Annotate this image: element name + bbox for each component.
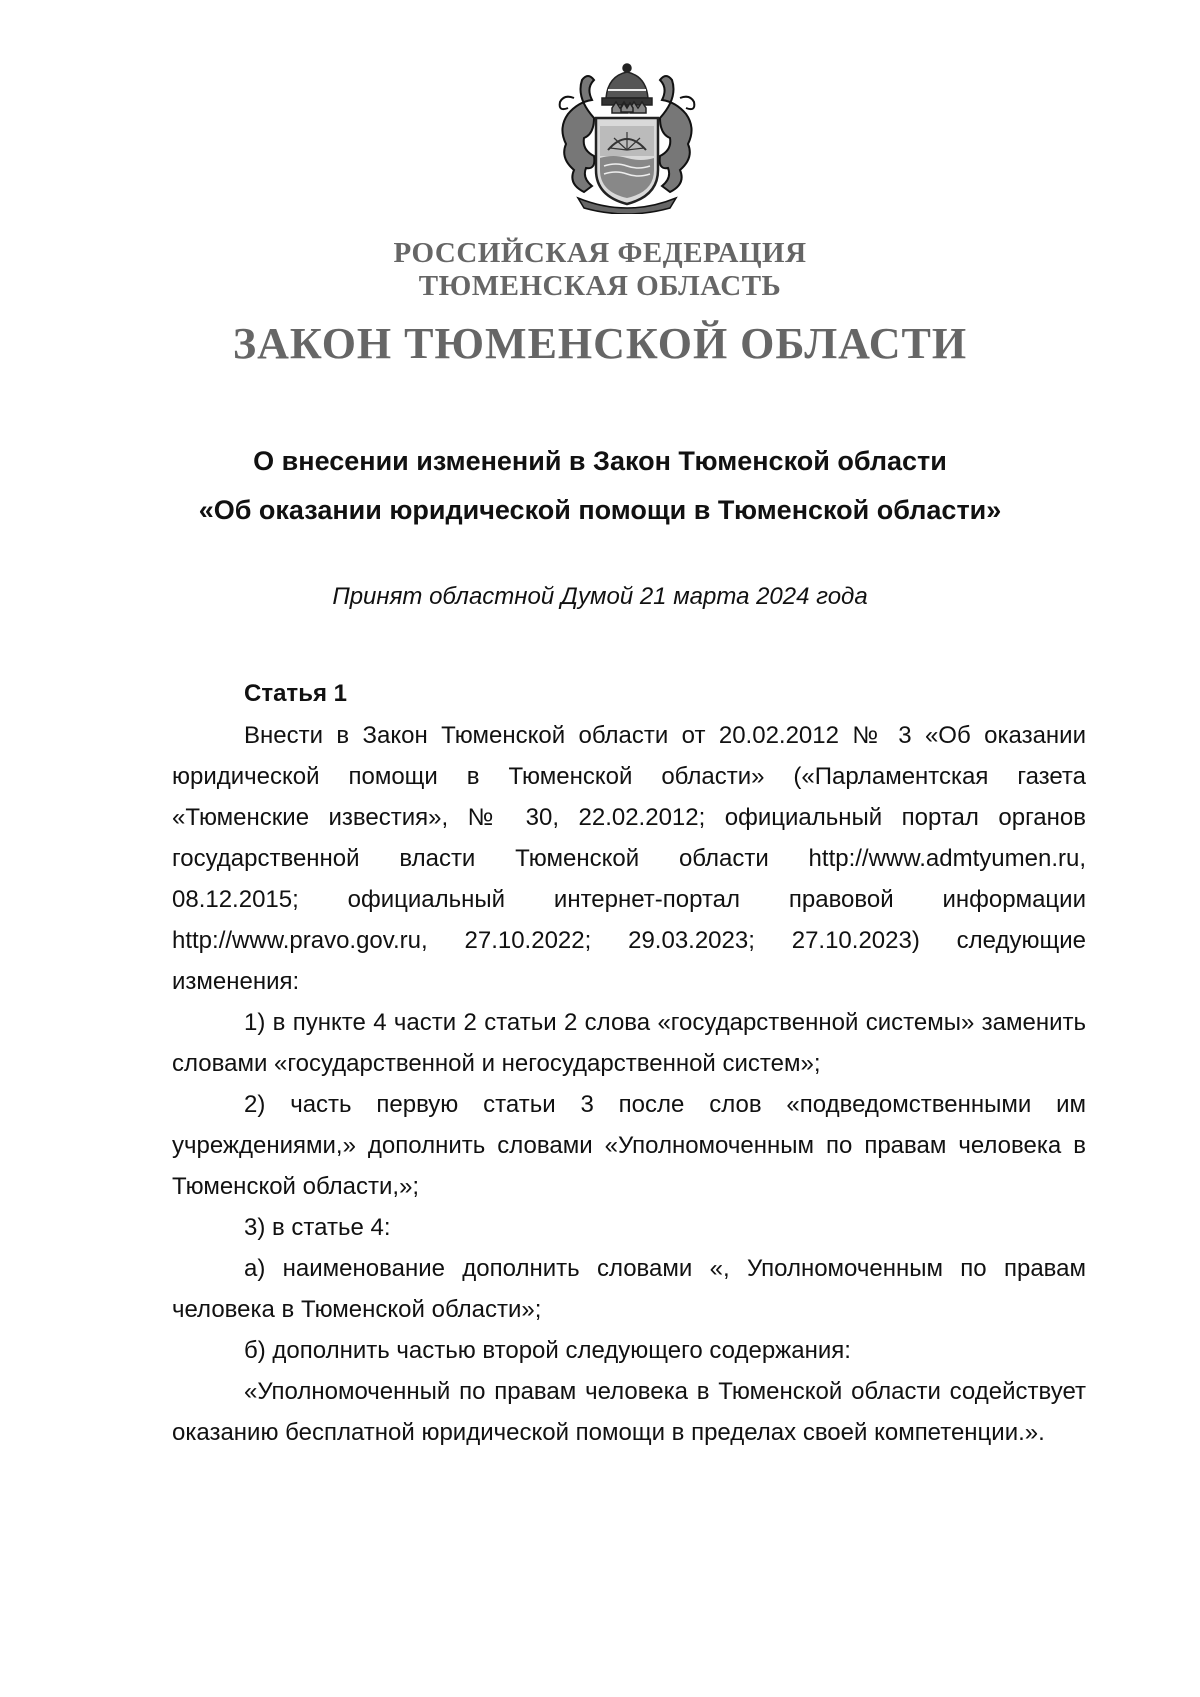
adoption-note: Принят областной Думой 21 марта 2024 года [332,583,868,610]
header-country: РОССИЙСКАЯ ФЕДЕРАЦИЯ [393,237,807,269]
article-paragraph: Внести в Закон Тюменской области от 20.02.2012 № 3 «Об оказании юридической помощи в Тюменской области» («Парламентская газета «Тюменские известия», № 30, 22.02.2012; официальный портал органов государственной власти Тюменской области http://www.admtyumen.ru, 08.12.2015; официальный интернет-портал правовой информации http://www.pravo.gov.ru, 27.10.2022; 29.03.2023; 27.10.2023) следующие изменения: [172,722,1086,995]
article-paragraph: 2) часть первую статьи 3 после слов «подведомственными им учреждениями,» дополнить словами «Уполномоченным по правам человека в Тюменской области,»; [172,1091,1086,1200]
article-paragraph: «Уполномоченный по правам человека в Тюменской области содействует оказанию бесплатной юридической помощи в пределах своей компетенции.». [172,1378,1086,1446]
document-title-line-2: «Об оказании юридической помощи в Тюменской области» [198,495,1002,525]
header-law-type: ЗАКОН ТЮМЕНСКОЙ ОБЛАСТИ [232,319,968,368]
article-paragraph: 3) в статье 4: [244,1214,391,1241]
article-paragraph: б) дополнить частью второй следующего содержания: [244,1337,851,1364]
document-body [172,673,1086,1453]
article-heading: Статья 1 [244,680,347,707]
coat-of-arms-emblem [538,58,716,214]
document-title-line-1: О внесении изменений в Закон Тюменской области [253,446,947,476]
article-paragraph: 1) в пункте 4 части 2 статьи 2 слова «государственной системы» заменить словами «государственной и негосударственной систем»; [172,1009,1086,1077]
article-paragraph: а) наименование дополнить словами «, Уполномоченным по правам человека в Тюменской области»; [172,1255,1086,1323]
header-region: ТЮМЕНСКАЯ ОБЛАСТЬ [418,270,782,302]
